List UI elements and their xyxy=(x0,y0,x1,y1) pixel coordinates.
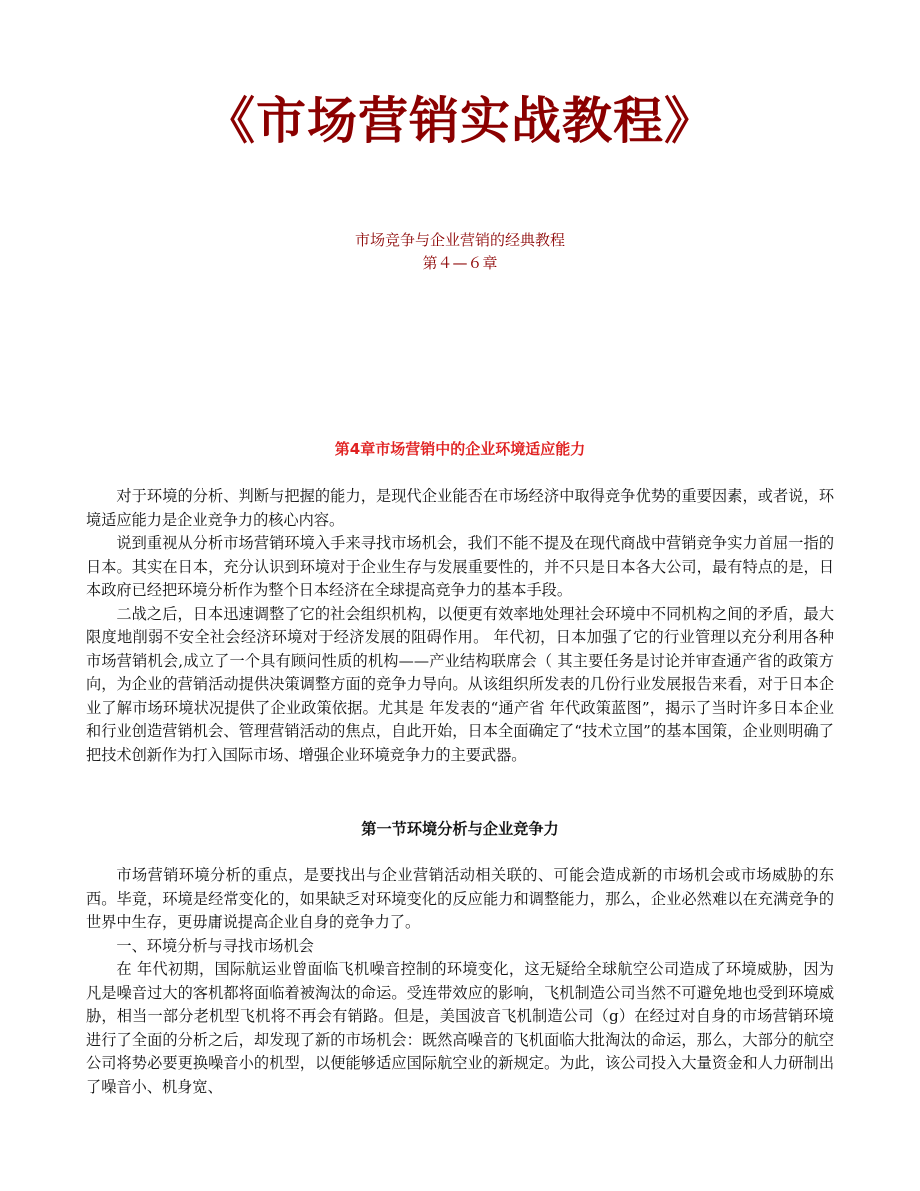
document-subtitle: 市场竞争与企业营销的经典教程 xyxy=(354,231,565,249)
paragraph: 对于环境的分析、判断与把握的能力，是现代企业能否在市场经济中取得竞争优势的重要因素，或者说，环境适应能力是企业竞争力的核心内容。 xyxy=(86,487,834,529)
document-title: 《市场营销实战教程》 xyxy=(205,91,715,150)
paragraph: 在 年代初期，国际航运业曾面临飞机噪音控制的环境变化，这无疑给全球航空公司造成了环境威胁，因为凡是噪音过大的客机都将面临着被淘汰的命运。受连带效应的影响，飞机制造公司当然不可避免地也受到环境威胁，相当一部分老机型飞机将不再会有销路。但是，美国波音飞机制造公司（g）在经过对自身的市场营销环境进行了全面的分析之后，却发现了新的市场机会：既然高噪音的飞机面临大批淘汰的命运，那么，大部分的航空公司将势必要更换噪音小的机型，以便能够适应国际航空业的新规定。为此，该公司投入大量资金和人力研制出了噪音小、机身宽、 xyxy=(86,960,834,1096)
body-text-block-1 xyxy=(86,485,834,767)
paragraph: 市场营销环境分析的重点，是要找出与企业营销活动相关联的、可能会造成新的市场机会或市场威胁的东西。毕竟，环境是经常变化的，如果缺乏对环境变化的反应能力和调整能力，那么，企业必然难以在充满竞争的世界中生存，更毋庸说提高企业自身的竞争力了。 xyxy=(86,866,834,931)
chapter-range: 第４—６章 xyxy=(422,254,498,272)
body-text-block-2 xyxy=(86,864,834,1099)
chapter-heading: 第4章市场营销中的企业环境适应能力 xyxy=(334,440,586,458)
paragraph: 二战之后，日本迅速调整了它的社会组织机构，以便更有效率地处理社会环境中不同机构之间的矛盾，最大限度地削弱不安全社会经济环境对于经济发展的阻碍作用。 年代初，日本加强了它的行业管理以充分利用各种市场营销机会,成立了一个具有顾问性质的机构——产业结构联席会（ 其主要任务是讨论并审查通产省的政策方向，为企业的营销活动提供决策调整方面的竞争力导向。从该组织所发表的几份行业发展报告来看，对于日本企业了解市场环境状况提供了企业政策依据。尤其是 年发表的“通产省 年代政策蓝图”，揭示了当时许多日本企业和行业创造营销机会、管理营销活动的焦点，自此开始，日本全面确定了“技术立国”的基本国策，企业则明确了把技术创新作为打入国际市场、增强企业环境竞争力的主要武器。 xyxy=(86,604,834,764)
section-heading: 第一节环境分析与企业竞争力 xyxy=(361,820,559,838)
subsection-heading: 一、环境分析与寻找市场机会 xyxy=(116,936,314,955)
paragraph: 说到重视从分析市场营销环境入手来寻找市场机会，我们不能不提及在现代商战中营销竞争实力首屈一指的日本。其实在日本，充分认识到环境对于企业生存与发展重要性的，并不只是日本各大公司，最有特点的是，日本政府已经把环境分析作为整个日本经济在全球提高竞争力的基本手段。 xyxy=(86,534,834,599)
